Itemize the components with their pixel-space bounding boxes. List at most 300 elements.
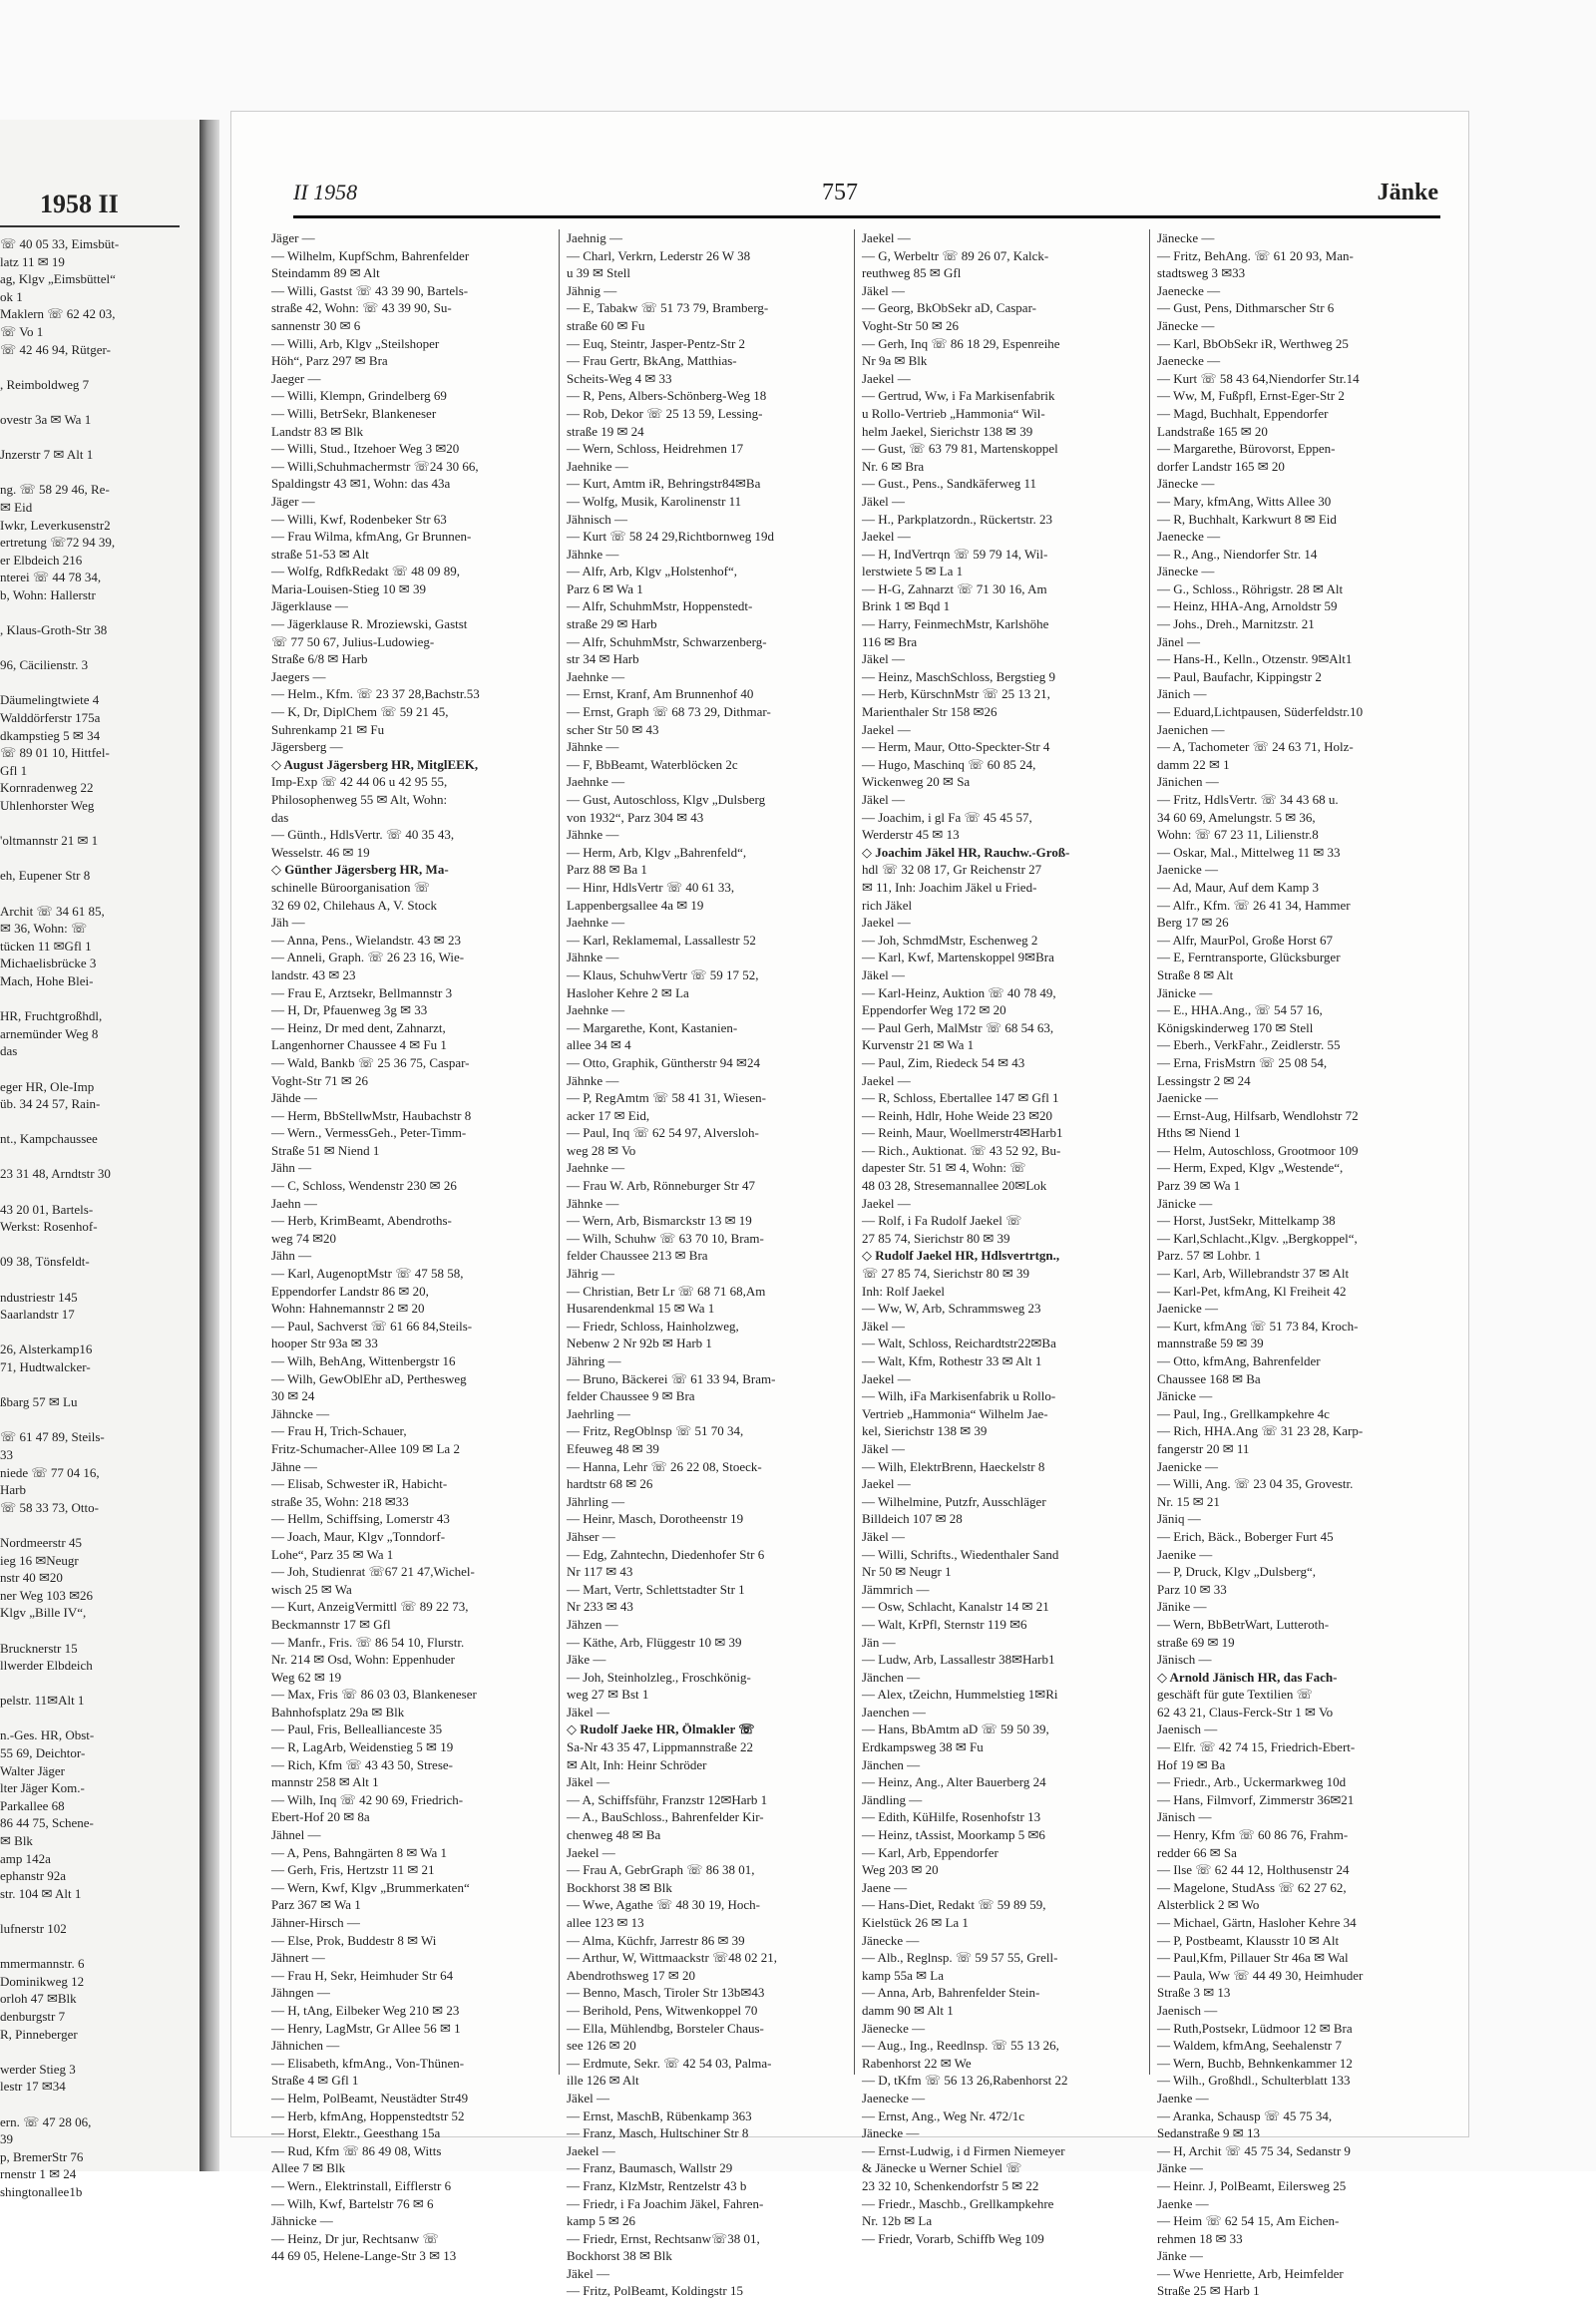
directory-entry-line: — Joh, SchmdMstr, Eschenweg 2 (862, 932, 1038, 948)
left-page-line (0, 393, 200, 411)
directory-entry-line: — Helm, Autoschloss, Grootmoor 109 (1157, 1142, 1359, 1158)
directory-entry-line: — Wilh., Großhdl., Schulterblatt 133 (1157, 2073, 1351, 2089)
directory-entry-line: — Jägerklause R. Mroziewski, Gastst (271, 616, 468, 632)
directory-entry-line: Kurvenstr 21 ✉ Wa 1 (862, 1037, 975, 1053)
directory-entry-line: — Helm, PolBeamt, Neustädter Str49 (271, 2090, 469, 2106)
directory-entry-line: — Heinr. J, PolBeamt, Eilersweg 25 (1157, 2177, 1347, 2193)
directory-entry-line: — Hans, BbAmtm aD ☏ 59 50 39, (862, 1722, 1049, 1737)
directory-entry-line: — Ernst, Ang., Weg Nr. 472/1c (862, 2108, 1025, 2123)
directory-entry-line: — Eberh., VerkFahr., Zeidlerstr. 55 (1157, 1037, 1341, 1053)
directory-entry-line: Nr. 12b ✉ La (862, 2213, 933, 2229)
directory-entry-line: Jänecke — (862, 2125, 920, 2141)
directory-entry-line: Wohn: ☏ 67 23 11, Lilienstr.8 (1157, 827, 1319, 843)
left-page-line (0, 1271, 200, 1289)
directory-entry-line: — Bruno, Bäckerei ☏ 61 33 94, Bram- (567, 1370, 776, 1386)
directory-entry-line: — Edg, Zahntechn, Diedenhofer Str 6 (567, 1546, 765, 1562)
directory-entry-line: — Erich, Bäck., Boberger Furt 45 (1157, 1528, 1334, 1544)
left-page-line: pelstr. 11✉Alt 1 (0, 1693, 85, 1709)
directory-entry-line: Jähnke — (567, 1072, 619, 1088)
directory-entry-line: — Magelone, StudAss ☏ 62 27 62, (1157, 1879, 1347, 1895)
directory-entry-line: — Hellm, Schiffsing, Lomerstr 43 (271, 1511, 450, 1527)
left-page-line: ern. ☏ 47 28 06, (0, 2113, 92, 2129)
directory-entry-line: — Rob, Dekor ☏ 25 13 59, Lessing- (567, 405, 763, 421)
directory-entry-line: — Ernst, Graph ☏ 68 73 29, Dithmar- (567, 704, 771, 720)
directory-entry-line: lerstwiete 5 ✉ La 1 (862, 564, 964, 579)
directory-entry-line: Jähn — (271, 1248, 312, 1264)
directory-entry-line: scher Str 50 ✉ 43 (567, 721, 659, 737)
column-divider (854, 229, 855, 2075)
directory-entry-line: 62 43 21, Claus-Ferck-Str 1 ✉ Vo (1157, 1704, 1334, 1720)
directory-entry-line: — Willi, Arb, Klgv „Steilshoper (271, 335, 440, 351)
directory-entry-line: — Joh, Studienrat ☏67 21 47,Wichel- (271, 1564, 475, 1580)
directory-entry-line: Eppendorfer Weg 172 ✉ 20 (862, 1002, 1006, 1018)
directory-entry-line: — Ww, M, Fußpfl, Ernst-Eger-Str 2 (1157, 388, 1345, 404)
directory-entry-line: — Alfr, Arb, Klgv „Holstenhof“, (567, 564, 737, 579)
directory-entry-line: — Wolfg, RdfkRedakt ☏ 48 09 89, (271, 564, 461, 579)
directory-entry-line: Jähngen — (271, 1985, 330, 2001)
directory-entry-line: — F, BbBeamt, Waterblöcken 2c (567, 756, 738, 772)
directory-entry-line: weg 27 ✉ Bst 1 (567, 1687, 649, 1703)
directory-entry-line: Jaeger — (271, 370, 321, 386)
directory-entry-line: — Paul, Baufachr, Kippingstr 2 (1157, 668, 1322, 684)
left-page-line: R, Pinneberger (0, 2026, 78, 2042)
directory-entry-line: u Rollo-Vertrieb „Hammonia“ Wil- (862, 405, 1045, 421)
directory-entry-line: — R., Ang., Niendorfer Str. 14 (1157, 546, 1318, 562)
directory-entry-line: — Kurt, kfmAng ☏ 51 73 84, Kroch- (1157, 1318, 1359, 1334)
directory-entry-line: — Osw, Schlacht, Kanalstr 14 ✉ 21 (862, 1599, 1049, 1615)
directory-entry-line: — Alfr., Kfm. ☏ 26 41 34, Hammer (1157, 897, 1351, 913)
directory-entry-line: Jaenchen — (862, 1704, 926, 1720)
directory-entry-line: — Reinh, Hdlr, Hohe Weide 23 ✉20 (862, 1107, 1053, 1123)
directory-entry-line: — Horst, Elektr., Geesthang 15a (271, 2125, 441, 2141)
directory-entry-line: Sa-Nr 43 35 47, Lippmannstraße 22 (567, 1739, 754, 1755)
directory-entry-line: hdl ☏ 32 08 17, Gr Reichenstr 27 (862, 862, 1042, 878)
left-page-line: dkampstieg 5 ✉ 34 (0, 727, 101, 743)
left-page-line: werder Stieg 3 (0, 2061, 76, 2077)
directory-entry-line: — A, Schiffsführ, Franzstr 12✉Harb 1 (567, 1791, 768, 1807)
directory-entry-line: Alsterblick 2 ✉ Wo (1157, 1897, 1260, 1913)
directory-entry-line: — Anneli, Graph. ☏ 26 23 16, Wie- (271, 950, 465, 965)
directory-entry-line: Jäkel — (862, 282, 905, 298)
directory-entry-line: — Ad, Maur, Auf dem Kamp 3 (1157, 879, 1319, 895)
directory-entry-line: Höh“, Parz 297 ✉ Bra (271, 353, 388, 369)
directory-entry-line: — Berihold, Pens, Witwenkoppel 70 (567, 2002, 758, 2018)
directory-entry-line: — H, Dr, Pfauenweg 3g ✉ 33 (271, 1002, 428, 1018)
left-page-line (0, 1113, 200, 1131)
directory-entry-line: Straße 8 ✉ Alt (1157, 966, 1234, 982)
left-page-line (0, 1183, 200, 1201)
directory-entry-line: 116 ✉ Bra (862, 633, 918, 649)
directory-entry-line: — Hanna, Lehr ☏ 26 22 08, Stoeck- (567, 1458, 762, 1474)
directory-entry-line: — Fritz, BehAng. ☏ 61 20 93, Man- (1157, 247, 1354, 263)
directory-entry-line: Jänisch — (1157, 1652, 1212, 1668)
directory-entry-line: — Gertrud, Ww, i Fa Markisenfabrik (862, 388, 1055, 404)
directory-entry-line: Jäkel — (862, 1440, 905, 1456)
directory-entry-line: — Helm., Kfm. ☏ 23 37 28,Bachstr.53 (271, 686, 480, 702)
directory-entry-line: Jähnert — (271, 1950, 325, 1966)
directory-entry-line: Kielstück 26 ✉ La 1 (862, 1915, 969, 1930)
directory-entry-line: — Herb, KrimBeamt, Abendroths- (271, 1213, 452, 1229)
directory-entry-line: — Edith, KüHilfe, Rosenhofstr 13 (862, 1809, 1041, 1825)
directory-entry-line: — Paul, Sachverst ☏ 61 66 84,Steils- (271, 1318, 473, 1334)
left-page-line (0, 1675, 200, 1693)
directory-entry-line: reuthweg 85 ✉ Gfl (862, 265, 962, 281)
directory-entry-line: Jaehnig — (567, 230, 622, 245)
directory-entry-line: Wickenweg 20 ✉ Sa (862, 774, 971, 790)
left-page-line: ok 1 (0, 288, 23, 304)
directory-entry-line: Abendrothsweg 17 ✉ 20 (567, 1967, 695, 1983)
left-page-line: Dominikweg 12 (0, 1973, 85, 1989)
directory-entry-line: straße 51-53 ✉ Alt (271, 546, 369, 562)
left-page-rule (0, 225, 180, 227)
directory-entry-line: felder Chaussee 9 ✉ Bra (567, 1388, 695, 1404)
directory-entry-line: — Euq, Steintr, Jasper-Pentz-Str 2 (567, 335, 746, 351)
left-page-line (0, 358, 200, 376)
left-page-line (0, 1060, 200, 1078)
directory-entry-line: — Fritz, RegOblnsp ☏ 51 70 34, (567, 1423, 744, 1439)
directory-entry-line: Jähnel — (271, 1827, 321, 1843)
directory-entry-line: Wesselstr. 46 ✉ 19 (271, 844, 370, 860)
left-page-line: ng. ☏ 58 29 46, Re- (0, 482, 110, 498)
directory-entry-line: — Ww, W, Arb, Schrammsweg 23 (862, 1301, 1041, 1317)
directory-entry-line: Jäkel — (862, 1318, 905, 1334)
directory-entry-line: Inh: Rolf Jaekel (862, 1283, 946, 1299)
directory-entry-line: 34 60 69, Amelungstr. 5 ✉ 36, (1157, 809, 1316, 825)
directory-entry-line: — P, Postbeamt, Klausstr 10 ✉ Alt (1157, 1932, 1340, 1948)
directory-entry-line: Jaekel — (567, 1844, 615, 1860)
directory-entry-line: Jaenisch — (1157, 2002, 1218, 2018)
directory-entry-line: — Alma, Küchfr, Jarrestr 86 ✉ 39 (567, 1932, 745, 1948)
directory-entry-line: — Herb, kfmAng, Hoppenstedtstr 52 (271, 2108, 465, 2123)
left-page-line: Harb (0, 1482, 26, 1498)
left-page-line (0, 639, 200, 657)
left-page-line: eger HR, Ole-Imp (0, 1078, 95, 1094)
directory-entry-line: Imp-Exp ☏ 42 44 06 u 42 95 55, (271, 774, 448, 790)
directory-entry-line: stadtsweg 3 ✉33 (1157, 265, 1246, 281)
left-page-line: 23 31 48, Arndtstr 30 (0, 1166, 111, 1182)
directory-entry-line: — Gerh, Fris, Hertzstr 11 ✉ 21 (271, 1862, 435, 1878)
directory-entry-line: — Wilh, ElektrBrenn, Haeckelstr 8 (862, 1458, 1045, 1474)
directory-entry-line: allee 123 ✉ 13 (567, 1915, 644, 1930)
directory-entry-line: — Alfr, SchuhmMstr, Schwarzenberg- (567, 633, 767, 649)
directory-entry-line: Jähde — (271, 1090, 317, 1106)
directory-entry-line: — Max, Fris ☏ 86 03 03, Blankeneser (271, 1687, 477, 1703)
directory-entry-line: 32 69 02, Chilehaus A, V. Stock (271, 897, 438, 913)
directory-entry-line: — Gerh, Inq ☏ 86 18 29, Espenreihe (862, 335, 1060, 351)
left-page-line: rnenstr 1 ✉ 24 (0, 2166, 77, 2182)
directory-entry-line: Nr 50 ✉ Neugr 1 (862, 1564, 952, 1580)
left-page-line: HR, Fruchtgroßhdl, (0, 1008, 103, 1024)
directory-entry-line: ◇ Rudolf Jaekel HR, Hdlsvertrtgn., (862, 1248, 1060, 1264)
directory-entry-line: Spaldingstr 43 ✉1, Wohn: das 43a (271, 476, 451, 492)
left-page-line: Jnzerstr 7 ✉ Alt 1 (0, 447, 94, 463)
directory-entry-line: — Herb, KürschnMstr ☏ 25 13 21, (862, 686, 1050, 702)
directory-entry-line: Lessingstr 2 ✉ 24 (1157, 1072, 1251, 1088)
left-page-line (0, 1411, 200, 1429)
directory-entry-line: Jaekel — (862, 1476, 911, 1492)
directory-entry-line: — Wern., Elektrinstall, Eifflerstr 6 (271, 2177, 452, 2193)
directory-entry-line: helm Jaekel, Sierichstr 138 ✉ 39 (862, 423, 1033, 439)
directory-entry-line: — Karl-Heinz, Auktion ☏ 40 78 49, (862, 984, 1056, 1000)
directory-entry-line: — Heinz, Dr med dent, Zahnarzt, (271, 1019, 446, 1035)
left-page-line (0, 990, 200, 1008)
directory-entry-line: — Alex, tZeichn, Hummelstieg 1✉Ri (862, 1687, 1058, 1703)
left-page-line: Brucknerstr 15 (0, 1640, 78, 1656)
left-page-line: p, BremerStr 76 (0, 2148, 84, 2164)
directory-entry-line: — Karl, Arb, Willebrandstr 37 ✉ Alt (1157, 1266, 1350, 1282)
directory-entry-line: Wohn: Hahnemannstr 2 ✉ 20 (271, 1301, 425, 1317)
directory-entry-line: — Reinh, Maur, Woellmerstr4✉Harb1 (862, 1125, 1063, 1141)
directory-entry-line: Marienthaler Str 158 ✉26 (862, 704, 998, 720)
directory-entry-line: Allee 7 ✉ Blk (271, 2160, 346, 2176)
left-page-line: Michaelisbrücke 3 (0, 956, 97, 971)
directory-entry-line: ◇ Arnold Jänisch HR, das Fach- (1157, 1669, 1338, 1685)
directory-entry-line: Jaenicke — (1157, 1090, 1219, 1106)
directory-entry-line: — Willi, Stud., Itzehoer Weg 3 ✉20 (271, 441, 460, 457)
directory-entry-line: Jämmrich — (862, 1581, 930, 1597)
directory-entry-line: Nr. 6 ✉ Bra (862, 458, 925, 474)
left-page-line: lter Jäger Kom.- (0, 1780, 85, 1796)
directory-entry-line: Lappenbergsallee 4a ✉ 19 (567, 897, 704, 913)
directory-entry-line: — Heinz, Ang., Alter Bauerberg 24 (862, 1774, 1046, 1790)
directory-entry-line: — Karl-Pet, kfmAng, Kl Freiheit 42 (1157, 1283, 1347, 1299)
directory-entry-line: — Karl, AugenoptMstr ☏ 47 58 58, (271, 1266, 464, 1282)
directory-entry-line: — Ludw, Arb, Lassallestr 38✉Harb1 (862, 1652, 1055, 1668)
directory-entry-line: — Kurt ☏ 58 24 29,Richtbornweg 19d (567, 529, 774, 545)
left-page-line: eh, Eupener Str 8 (0, 868, 91, 884)
directory-entry-line: Jähring — (567, 1353, 621, 1368)
left-page-line (0, 2096, 200, 2113)
left-page-line: b, Wohn: Hallerstr (0, 586, 96, 602)
left-page-line: lufnerstr 102 (0, 1921, 67, 1936)
left-page-line: nstr 40 ✉20 (0, 1570, 63, 1586)
directory-entry-line: — R, LagArb, Weidenstieg 5 ✉ 19 (271, 1739, 454, 1755)
directory-entry-line: Brink 1 ✉ Bqd 1 (862, 598, 951, 614)
left-page-line: Kornradenweg 22 (0, 780, 94, 796)
directory-entry-line: — Ernst, MaschB, Rübenkamp 363 (567, 2108, 752, 2123)
directory-entry-line: Straße 4 ✉ Gfl 1 (271, 2073, 359, 2089)
left-page-line: 55 69, Deichtor- (0, 1745, 86, 1761)
left-page-line (0, 1516, 200, 1534)
directory-entry-line: — P, Druck, Klgv „Dulsberg“, (1157, 1564, 1316, 1580)
directory-entry-line: straße 29 ✉ Harb (567, 616, 657, 632)
directory-entry-line: — Eduard,Lichtpausen, Süderfeldstr.10 (1157, 704, 1364, 720)
directory-entry-line: — Herm, Maur, Otto-Speckter-Str 4 (862, 739, 1050, 755)
directory-entry-line: Parz 39 ✉ Wa 1 (1157, 1178, 1241, 1194)
left-page-line: Iwkr, Leverkusenstr2 (0, 517, 111, 533)
directory-entry-line: — Otto, Graphik, Güntherstr 94 ✉24 (567, 1054, 760, 1070)
directory-entry-line: — Paula, Ww ☏ 44 49 30, Heimhuder (1157, 1967, 1364, 1983)
directory-entry-line: — Kurt, Amtm iR, Behringstr84✉Ba (567, 476, 761, 492)
left-page-line: nterei ☏ 44 78 34, (0, 570, 102, 585)
directory-entry-line: — Wern, Arb, Bismarckstr 13 ✉ 19 (567, 1213, 752, 1229)
directory-entry-line: Straße 51 ✉ Niend 1 (271, 1142, 380, 1158)
left-page-line: ☏ 61 47 89, Steils- (0, 1429, 105, 1445)
directory-entry-line: — Franz, KlzMstr, Rentzelstr 43 b (567, 2177, 747, 2193)
directory-entry-line: ☏ 27 85 74, Sierichstr 80 ✉ 39 (862, 1266, 1029, 1282)
directory-entry-line: Nr 233 ✉ 43 (567, 1599, 633, 1615)
directory-entry-line: 48 03 28, Stresemannallee 20✉Lok (862, 1178, 1047, 1194)
directory-entry-line: — Elisabeth, kfmAng., Von-Thünen- (271, 2055, 465, 2071)
directory-entry-line: Jähnig — (567, 282, 617, 298)
directory-entry-line: Bockhorst 38 ✉ Blk (567, 2248, 672, 2264)
directory-entry-line: Jäke — (567, 1652, 606, 1668)
directory-entry-line: — Wilh, iFa Markisenfabrik u Rollo- (862, 1388, 1056, 1404)
left-page-line (0, 464, 200, 482)
left-page-line: ✉ 36, Wohn: ☏ (0, 921, 88, 937)
left-page-line: ag, Klgv „Eimsbüttel“ (0, 271, 116, 287)
directory-entry-line: Jänke — (1157, 2248, 1203, 2264)
directory-entry-line: u 39 ✉ Stell (567, 265, 630, 281)
directory-entry-line: Jänecke — (1157, 564, 1215, 579)
directory-entry-line: straße 42, Wohn: ☏ 43 39 90, Su- (271, 300, 452, 316)
directory-entry-line: Eppendorfer Landstr 86 ✉ 20, (271, 1283, 429, 1299)
directory-page (231, 112, 1468, 2299)
directory-entry-line: Jähnke — (567, 739, 619, 755)
directory-entry-line: kamp 55a ✉ La (862, 1967, 945, 1983)
directory-entry-line: Parz. 57 ✉ Lohbr. 1 (1157, 1248, 1262, 1264)
directory-entry-line: Jägersberg — (271, 739, 343, 755)
directory-entry-line: Jähnke — (567, 1195, 619, 1211)
directory-entry-line: Jaehnike — (567, 458, 628, 474)
directory-entry-line: — Paul,Kfm, Pillauer Str 46a ✉ Wal (1157, 1950, 1349, 1966)
directory-entry-line: Nr 9a ✉ Blk (862, 353, 928, 369)
directory-columns (271, 229, 1448, 2299)
left-page-line: Werkst: Rosenhof- (0, 1219, 98, 1235)
left-page-line (0, 1324, 200, 1342)
directory-entry-line: Jaekel — (862, 529, 911, 545)
directory-entry-line: — Friedr, Ernst, Rechtsanw☏38 01, (567, 2230, 760, 2246)
directory-entry-line: Jaehrling — (567, 1405, 630, 1421)
left-page-line: lestr 17 ✉34 (0, 2079, 66, 2095)
directory-entry-line: Jähnke — (567, 546, 619, 562)
directory-entry-line: Straße 3 ✉ 13 (1157, 1985, 1231, 2001)
directory-entry-line: Berg 17 ✉ 26 (1157, 915, 1229, 931)
directory-entry-line: — Oskar, Mal., Mittelweg 11 ✉ 33 (1157, 844, 1341, 860)
directory-entry-line: weg 28 ✉ Vo (567, 1142, 636, 1158)
directory-entry-line: — P, RegAmtm ☏ 58 41 31, Wiesen- (567, 1090, 767, 1106)
directory-entry-line: Jänicke — (1157, 1388, 1213, 1404)
directory-entry-line: damm 22 ✉ 1 (1157, 756, 1230, 772)
left-page-line: Archit ☏ 34 61 85, (0, 903, 105, 919)
directory-entry-line: — Henry, Kfm ☏ 60 86 76, Frahm- (1157, 1827, 1349, 1843)
directory-entry-line: geschäft für gute Textilien ☏ (1157, 1687, 1313, 1703)
directory-entry-line: Jaekel — (862, 230, 911, 245)
directory-entry-line: — Anna, Arb, Bahrenfelder Stein- (862, 1985, 1040, 2001)
directory-entry-line: Jaehnke — (567, 1160, 625, 1176)
directory-entry-line: — Arthur, W, Wittmaackstr ☏48 02 21, (567, 1950, 778, 1966)
directory-entry-line: Jänicke — (1157, 1195, 1213, 1211)
directory-entry-line: Straße 6/8 ✉ Harb (271, 651, 368, 667)
directory-entry-line: — Erdmute, Sekr. ☏ 42 54 03, Palma- (567, 2055, 772, 2071)
left-page-line: 71, Hudtwalcker- (0, 1359, 91, 1374)
directory-entry-line: — Benno, Masch, Tiroler Str 13b✉43 (567, 1985, 765, 2001)
directory-entry-line: Jährling — (567, 1493, 625, 1509)
directory-entry-line: Fritz-Schumacher-Allee 109 ✉ La 2 (271, 1440, 460, 1456)
directory-entry-line: Jäkel — (862, 493, 905, 509)
directory-entry-line: Philosophenweg 55 ✉ Alt, Wohn: (271, 792, 448, 807)
directory-entry-line: Jänich — (1157, 686, 1207, 702)
directory-entry-line: — Wilh, Schuhw ☏ 63 70 10, Bram- (567, 1230, 764, 1246)
directory-entry-line: Jaekel — (862, 915, 911, 931)
directory-entry-line: Jän — (862, 1634, 896, 1650)
directory-entry-line: Jäniq — (1157, 1511, 1201, 1527)
directory-entry-line: Billdeich 107 ✉ 28 (862, 1511, 963, 1527)
column-divider (1149, 229, 1150, 2075)
column-divider (559, 229, 560, 2075)
directory-entry-line: Jaekel — (862, 1370, 911, 1386)
directory-entry-line: Jänecke — (1157, 476, 1215, 492)
left-page-fragment (0, 120, 201, 2199)
directory-entry-line: Landstraße 165 ✉ 20 (1157, 423, 1268, 439)
directory-entry-line: ◇ Joachim Jäkel HR, Rauchw.-Groß- (862, 844, 1070, 860)
directory-entry-line: — Hinr, HdlsVertr ☏ 40 61 33, (567, 879, 735, 895)
directory-entry-line: — Karl, Kwf, Martenskoppel 9✉Bra (862, 950, 1054, 965)
directory-entry-line: — Alfr, MaurPol, Große Horst 67 (1157, 932, 1334, 948)
left-page-line: arnemünder Weg 8 (0, 1025, 99, 1041)
directory-entry-line: — Alfr, SchuhmMstr, Hoppenstedt- (567, 598, 753, 614)
left-page-line: Mach, Hohe Blei- (0, 972, 94, 988)
directory-entry-line: — Heinz, tAssist, Moorkamp 5 ✉6 (862, 1827, 1045, 1843)
left-page-line: n.-Ges. HR, Obst- (0, 1727, 95, 1743)
directory-entry-line: — Friedr, i Fa Joachim Jäkel, Fahren- (567, 2195, 764, 2211)
directory-entry-line: — G, Werbeltr ☏ 89 26 07, Kalck- (862, 247, 1049, 263)
left-page-line: 09 38, Tönsfeldt- (0, 1254, 90, 1270)
directory-entry-line: redder 66 ✉ Sa (1157, 1844, 1237, 1860)
directory-entry-line: Jähncke — (271, 1405, 330, 1421)
directory-entry-line: Parz 6 ✉ Wa 1 (567, 580, 643, 596)
left-page-line: , Reimboldweg 7 (0, 376, 90, 392)
directory-entry-line: straße 60 ✉ Fu (567, 317, 645, 333)
left-page-line: Walter Jäger (0, 1762, 65, 1778)
directory-entry-line: ◇ Günther Jägersberg HR, Ma- (271, 862, 449, 878)
directory-entry-line: landstr. 43 ✉ 23 (271, 966, 356, 982)
directory-entry-line: — Paul, Inq ☏ 62 54 97, Alversloh- (567, 1125, 759, 1141)
directory-entry-line: Ebert-Hof 20 ✉ 8a (271, 1809, 370, 1825)
directory-entry-line: — E, Ferntransporte, Glücksburger (1157, 950, 1341, 965)
directory-entry-line: — Frau Wilma, kfmAng, Gr Brunnen- (271, 529, 472, 545)
directory-entry-line: — E, Tabakw ☏ 51 73 79, Bramberg- (567, 300, 769, 316)
directory-entry-line: — Rud, Kfm ☏ 86 49 08, Witts (271, 2142, 442, 2158)
left-page-line (0, 1236, 200, 1254)
directory-entry-line: Jänchen — (862, 1756, 921, 1772)
directory-entry-line: — E., HHA.Ang., ☏ 54 57 16, (1157, 1002, 1323, 1018)
directory-entry-line: Jänike — (1157, 1599, 1207, 1615)
directory-entry-line: Jägerklause — (271, 598, 348, 614)
directory-entry-line: — Joachim, i gl Fa ☏ 45 45 57, (862, 809, 1032, 825)
directory-entry-line: Jaenicke — (1157, 1301, 1219, 1317)
directory-entry-line: — Paul, Fris, Belleallianceste 35 (271, 1722, 443, 1737)
directory-entry-line: — Wilh, Kwf, Bartelstr 76 ✉ 6 (271, 2195, 434, 2211)
directory-entry-line: — Willi, BetrSekr, Blankeneser (271, 405, 437, 421)
directory-entry-line: Bahnhofsplatz 29a ✉ Blk (271, 1704, 405, 1720)
directory-entry-line: Efeuweg 48 ✉ 39 (567, 1440, 659, 1456)
directory-entry-line: — Wern, BbBetrWart, Lutteroth- (1157, 1616, 1330, 1632)
directory-entry-line: — Elfr. ☏ 42 74 15, Friedrich-Ebert- (1157, 1739, 1356, 1755)
directory-entry-line: — Margarethe, Kont, Kastanien- (567, 1019, 738, 1035)
left-page-line (0, 1622, 200, 1640)
left-page-line: orloh 47 ✉Blk (0, 1991, 77, 2007)
directory-column-1 (271, 229, 547, 2264)
directory-entry-line: Hths ✉ Niend 1 (1157, 1125, 1241, 1141)
header-rule (293, 215, 1440, 218)
left-page-line: ephanstr 92a (0, 1868, 67, 1884)
directory-entry-line: — Margarethe, Bürovorst, Eppen- (1157, 441, 1336, 457)
directory-entry-line: — Franz, Masch, Hultschiner Str 8 (567, 2125, 749, 2141)
directory-entry-line: — Michael, Gärtn, Hasloher Kehre 34 (1157, 1915, 1357, 1930)
directory-entry-line: — Käthe, Arb, Flüggestr 10 ✉ 39 (567, 1634, 742, 1650)
directory-entry-line: — H., Parkplatzordn., Rückertstr. 23 (862, 511, 1052, 527)
